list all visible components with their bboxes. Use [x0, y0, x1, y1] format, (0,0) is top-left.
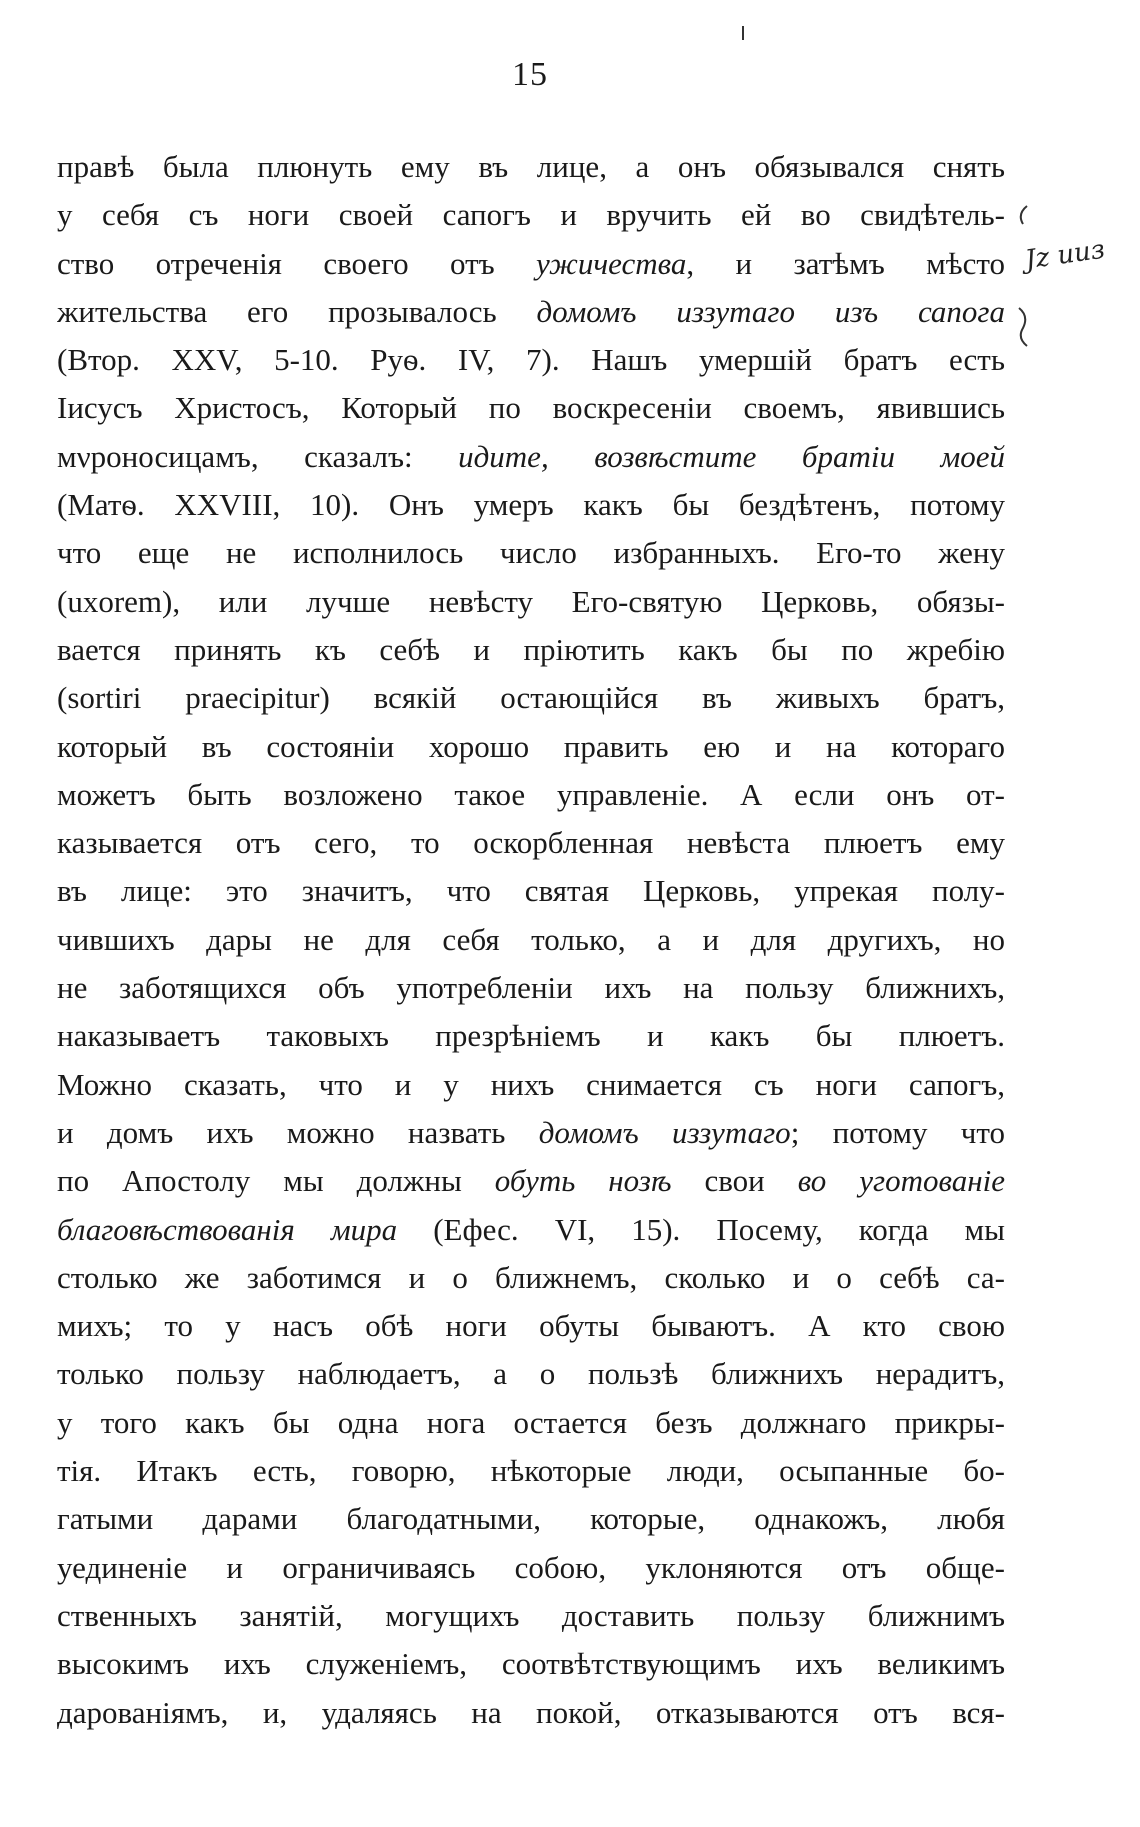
text-segment: въ лице: это значитъ, что святая Церковь, упрекая полу-: [57, 873, 1005, 909]
text-line: [57, 1157, 1005, 1205]
text-line: [57, 819, 1005, 867]
text-segment: только пользу наблюдаетъ, а о пользѣ ближнихъ нерадитъ,: [57, 1356, 1005, 1392]
text-line: [57, 1109, 1005, 1157]
text-segment: (Ефес. VI, 15). Посему, когда мы: [397, 1211, 1005, 1247]
text-segment: высокимъ ихъ служеніемъ, соотвѣтствующимъ ихъ великимъ: [57, 1646, 1005, 1682]
text-line: [57, 916, 1005, 964]
italic-text: идите, возвѣстите братіи моей: [458, 438, 1005, 474]
margin-note-text: Jz ииз: [1023, 234, 1107, 276]
text-line: [57, 674, 1005, 722]
text-line: [57, 1399, 1005, 1447]
text-line: [57, 1302, 1005, 1350]
text-line: [57, 191, 1005, 239]
text-line: [57, 336, 1005, 384]
text-line: [57, 433, 1005, 481]
text-line: [57, 1447, 1005, 1495]
italic-text: благовѣствованія мира: [57, 1211, 398, 1247]
text-line: [57, 1350, 1005, 1398]
text-segment: (sortiri praecipitur) всякій остающійся въ живыхъ братъ,: [57, 680, 1005, 716]
text-line: [57, 1544, 1005, 1592]
text-line: [57, 1592, 1005, 1640]
text-segment: (Матѳ. XXVIII, 10). Онъ умеръ какъ бы бездѣтенъ, потому: [57, 487, 1005, 523]
text-segment: михъ; то у насъ обѣ ноги обуты бываютъ. А кто свою: [57, 1308, 1005, 1344]
text-segment: дарованіямъ, и, удаляясь на покой, отказываются отъ вся-: [57, 1694, 1005, 1730]
text-line: [57, 1689, 1005, 1737]
italic-text: домомъ иззутаго: [538, 1114, 791, 1150]
text-line: [57, 1206, 1005, 1254]
italic-text: обуть нозѣ: [494, 1163, 672, 1199]
text-segment: который въ состояніи хорошо править ею и на котораго: [57, 728, 1005, 764]
page-number: 15: [512, 56, 548, 93]
text-line: [57, 626, 1005, 674]
text-segment: ; потому что: [790, 1114, 1005, 1150]
text-segment: жительства его прозывалось: [57, 293, 537, 329]
text-segment: что еще не исполнилось число избранныхъ. Его-то жену: [57, 535, 1005, 571]
text-segment: (Втор. XXV, 5-10. Руѳ. IV, 7). Нашъ умершій братъ есть: [57, 342, 1005, 378]
text-segment: (uxorem), или лучше невѣсту Его-святую Церковь, обязы-: [57, 583, 1005, 619]
text-segment: и домъ ихъ можно назвать: [57, 1114, 539, 1150]
text-line: [57, 1061, 1005, 1109]
text-segment: , и затѣмъ мѣсто: [686, 245, 1005, 281]
text-segment: у того какъ бы одна нога остается безъ должнаго прикры-: [57, 1404, 1005, 1440]
text-segment: мνроносицамъ, сказалъ:: [57, 438, 459, 474]
text-line: [57, 481, 1005, 529]
text-segment: у себя съ ноги своей сапогъ и вручить ей во свидѣтель-: [57, 197, 1005, 233]
text-segment: ство отреченія своего отъ: [57, 245, 537, 281]
text-segment: ственныхъ занятій, могущихъ доставить пользу ближнимъ: [57, 1597, 1005, 1633]
text-segment: вается принять къ себѣ и пріютить какъ бы по жребію: [57, 631, 1005, 667]
text-segment: Можно сказать, что и у нихъ снимается съ ноги сапогъ,: [57, 1066, 1005, 1102]
text-line: [57, 771, 1005, 819]
text-segment: столько же заботимся и о ближнемъ, сколько и о себѣ са-: [57, 1259, 1005, 1295]
text-segment: наказываетъ таковыхъ презрѣніемъ и какъ бы плюетъ.: [57, 1018, 1005, 1054]
text-line: [57, 1495, 1005, 1543]
text-line: [57, 578, 1005, 626]
text-line: [57, 143, 1005, 191]
text-line: [57, 723, 1005, 771]
text-segment: казывается отъ сего, то оскорбленная невѣста плюетъ ему: [57, 825, 1005, 861]
text-line: [57, 529, 1005, 577]
text-segment: можетъ быть возложено такое управленіе. А если онъ от-: [57, 776, 1005, 812]
text-segment: тія. Итакъ есть, говорю, нѣкоторые люди, осыпанные бо-: [57, 1453, 1005, 1489]
text-line: [57, 1012, 1005, 1060]
text-line: [57, 964, 1005, 1012]
handwritten-margin-note: [1013, 200, 1133, 360]
body-text: [57, 143, 1005, 1737]
text-segment: Іисусъ Христосъ, Который по воскресеніи своемъ, явившись: [57, 390, 1005, 426]
italic-text: ужичества: [536, 245, 687, 281]
print-mark: [742, 26, 744, 40]
text-line: [57, 288, 1005, 336]
text-line: [57, 384, 1005, 432]
italic-text: во уготованіе: [797, 1163, 1005, 1199]
text-segment: свои: [671, 1163, 798, 1199]
text-segment: по Апостолу мы должны: [57, 1163, 495, 1199]
text-segment: чившихъ дары не для себя только, а и для другихъ, но: [57, 921, 1005, 957]
text-segment: уединеніе и ограничиваясь собою, уклоняются отъ обще-: [57, 1549, 1005, 1585]
margin-bracket-icon: [1013, 200, 1133, 360]
text-line: [57, 1254, 1005, 1302]
italic-text: домомъ иззутаго изъ сапога: [536, 293, 1005, 329]
text-segment: правѣ была плюнуть ему въ лице, а онъ обязывался снять: [57, 149, 1005, 184]
text-line: [57, 867, 1005, 915]
text-segment: гатыми дарами благодатными, которые, однакожъ, любя: [57, 1501, 1005, 1537]
text-line: [57, 240, 1005, 288]
text-line: [57, 1640, 1005, 1688]
text-segment: не заботящихся объ употребленіи ихъ на пользу ближнихъ,: [57, 970, 1005, 1006]
